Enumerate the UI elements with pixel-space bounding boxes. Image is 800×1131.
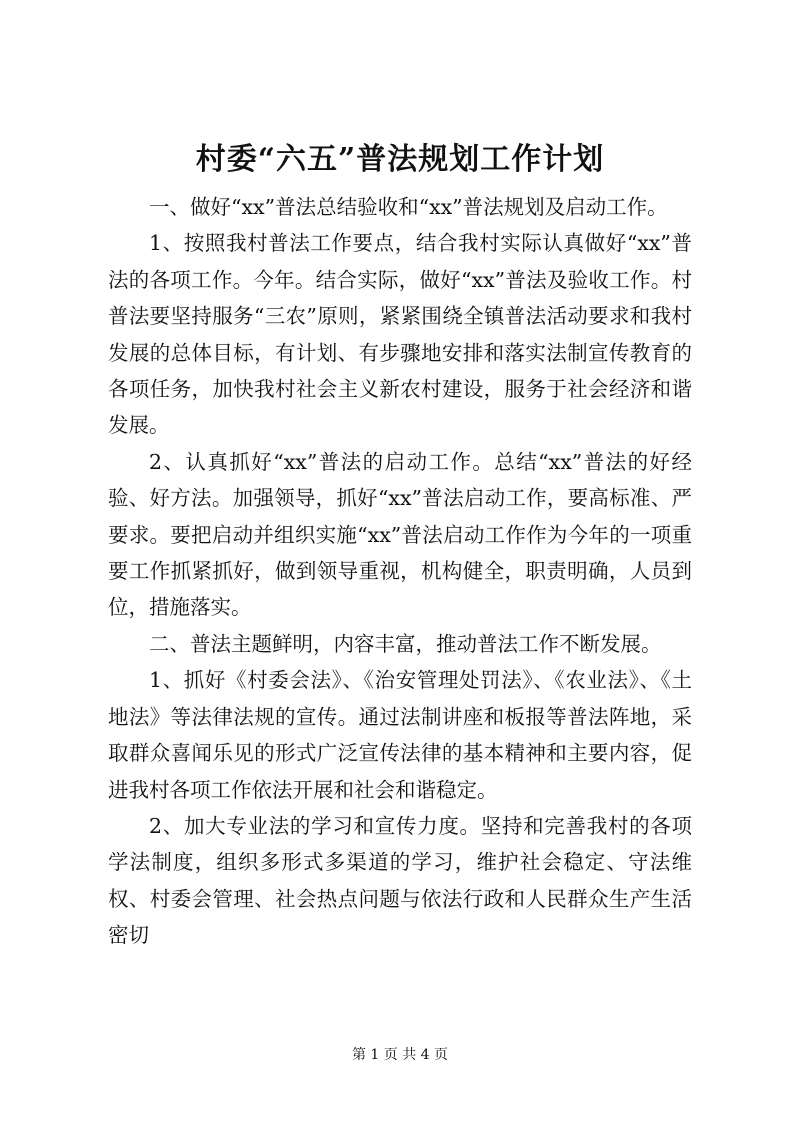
paragraph: 一、做好“xx”普法总结验收和“xx”普法规划及启动工作。 [149, 195, 668, 219]
paragraph: 2、加大专业法的学习和宣传力度。坚持和完善我村的各项学法制度，组织多形式多渠道的学习，维护社会稳定、守法维权、村委会管理、社会热点问题与依法行政和人民群众生产生活密切 [108, 813, 692, 948]
document-body [108, 189, 692, 954]
page-footer [0, 1046, 800, 1064]
page-number-label: 第 1 页 共 4 页 [351, 1047, 449, 1063]
document-title: 村委“六五”普法规划工作计划 [195, 142, 605, 177]
paragraph: 二、普法主题鲜明，内容丰富，推动普法工作不断发展。 [149, 631, 662, 656]
paragraph: 1、抓好《村委会法》、《治安管理处罚法》、《农业法》、《土地法》等法律法规的宣传。通过法制讲座和板报等普法阵地，采取群众喜闻乐见的形式广泛宣传法律的基本精神和主要内容，促进我村各项工作依法开展和社会和谐稳定。 [108, 668, 692, 802]
paragraph: 2、认真抓好“xx”普法的启动工作。总结“xx”普法的好经验、好方法。加强领导，抓好“xx”普法启动工作，要高标准、严要求。要把启动并组织实施“xx”普法启动工作作为今年的一项重要工作抓紧抓好，做到领导重视，机构健全，职责明确，人员到位，措施落实。 [108, 449, 692, 620]
paragraph: 1、按照我村普法工作要点，结合我村实际认真做好“xx”普法的各项工作。今年。结合实际，做好“xx”普法及验收工作。村普法要坚持服务“三农”原则，紧紧围绕全镇普法活动要求和我村发展的总体目标，有计划、有步骤地安排和落实法制宣传教育的各项任务，加快我村社会主义新农村建设，服务于社会经济和谐发展。 [108, 231, 692, 438]
